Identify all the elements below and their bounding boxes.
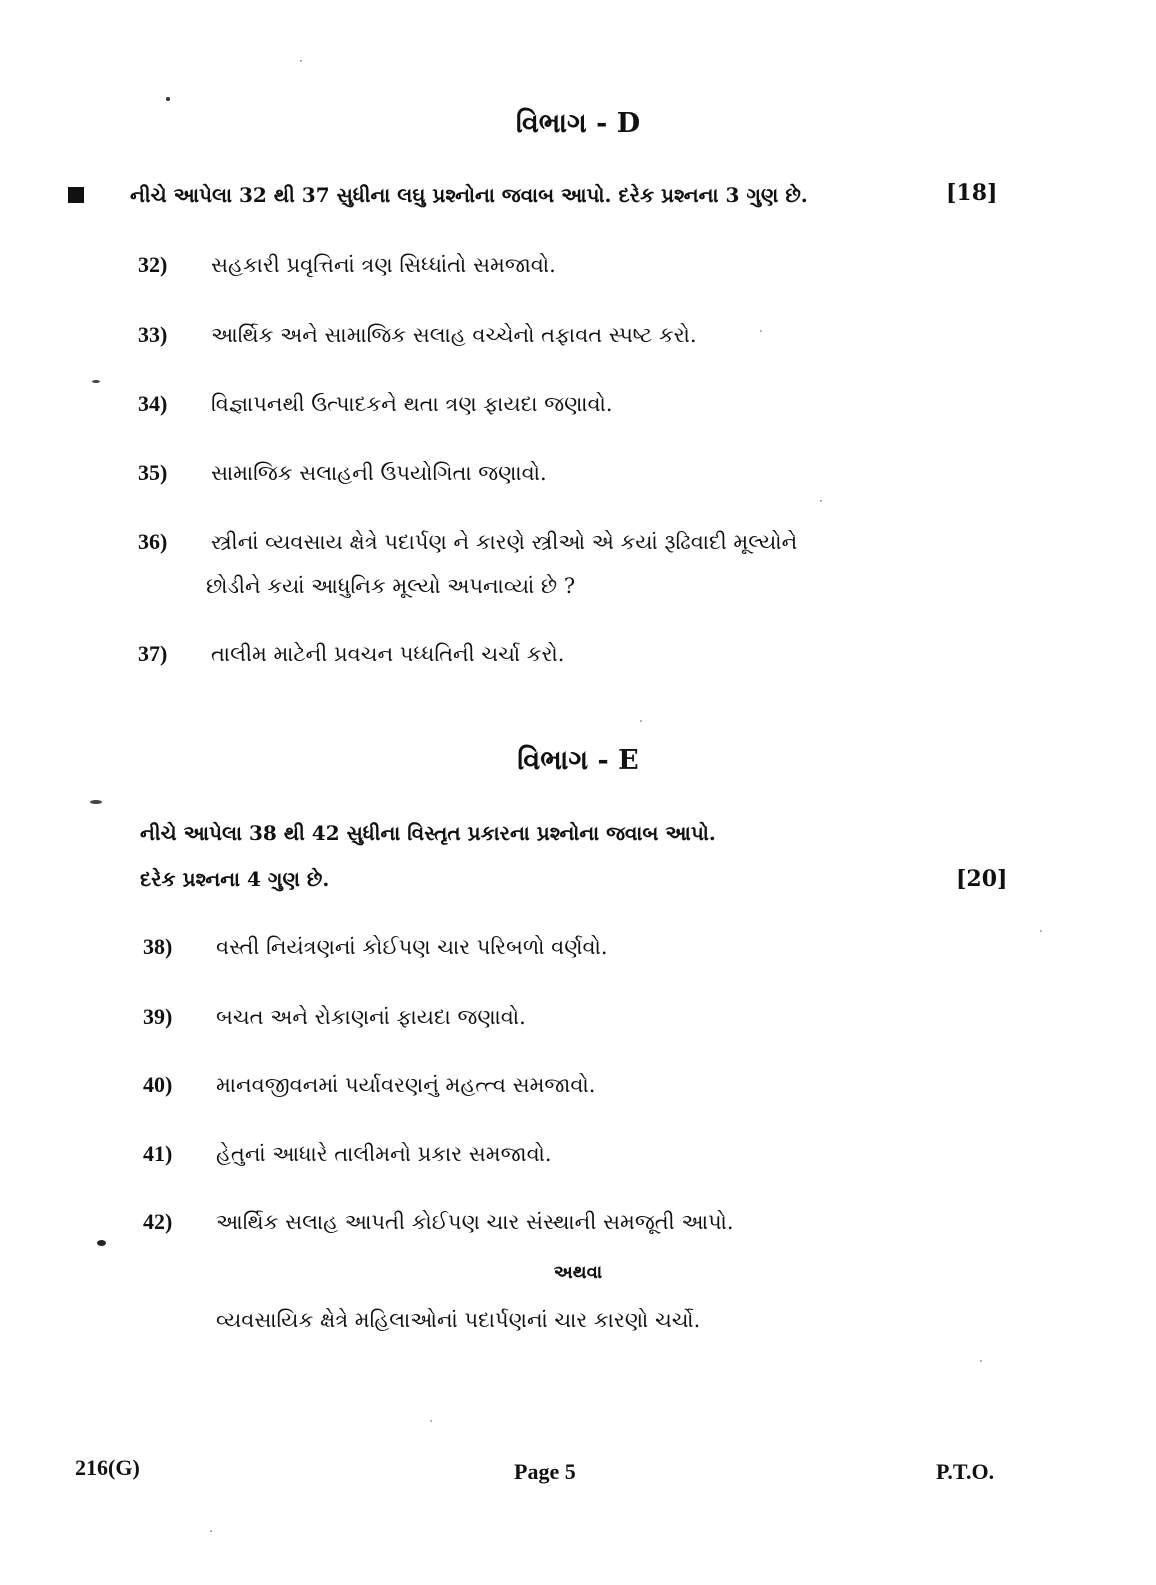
scan-speck	[97, 1240, 106, 1246]
scan-speck	[430, 1420, 432, 1422]
please-turn-over: P.T.O.	[936, 1459, 995, 1484]
question-39	[143, 995, 1043, 1039]
question-number: 39)	[143, 1004, 173, 1029]
question-40	[143, 1063, 1043, 1107]
section-d-instruction: નીચે આપેલા 32 થી 37 સુધીના લઘુ પ્રશ્નોના જવાબ આપો. દરેક પ્રશ્નના 3 ગુણ છે.	[130, 183, 808, 207]
scan-speck	[300, 60, 302, 62]
scan-speck	[820, 500, 822, 502]
scan-speck	[980, 1360, 982, 1362]
question-text: સ્ત્રીનાં વ્યવસાય ક્ષેત્રે પદાર્પણ ને કારણે સ્ત્રીઓ એ કયાં રૂઢિવાદી મૂલ્યોને	[211, 530, 798, 554]
question-number: 40)	[143, 1072, 173, 1097]
section-d-marks: [18]	[946, 180, 998, 206]
question-text: વસ્તી નિયંત્રણનાં કોઈપણ ચાર પરિબળો વર્ણવો.	[216, 935, 608, 959]
section-e-marks: [20]	[956, 866, 1008, 892]
scan-speck	[640, 720, 642, 722]
question-number: 33)	[138, 322, 168, 347]
bullet-square-icon	[68, 187, 84, 203]
question-35	[138, 451, 1038, 495]
question-text: હેતુનાં આધારે તાલીમનો પ્રકાર સમજાવો.	[216, 1142, 552, 1166]
scan-speck	[210, 1530, 212, 1532]
question-number: 32)	[138, 252, 168, 277]
question-text: સામાજિક સલાહની ઉપયોગિતા જણાવો.	[211, 461, 547, 485]
section-e-instruction-line1: નીચે આપેલા 38 થી 42 સુધીના વિસ્તૃત પ્રકારના પ્રશ્નોના જવાબ આપો.	[140, 821, 716, 845]
question-number: 34)	[138, 391, 168, 416]
question-number: 35)	[138, 460, 168, 485]
scan-speck	[92, 380, 100, 383]
question-text: વિજ્ઞાપનથી ઉત્પાદકને થતા ત્રણ ફાયદા જણાવો.	[211, 392, 613, 416]
question-37	[138, 632, 1038, 676]
page-number: Page 5	[514, 1459, 576, 1484]
question-number: 36)	[138, 529, 168, 554]
scan-speck	[90, 800, 102, 804]
section-e-instruction-line2: દરેક પ્રશ્નના 4 ગુણ છે.	[140, 867, 330, 891]
question-41	[143, 1132, 1043, 1176]
section-e-heading: વિભાગ - E	[517, 745, 639, 776]
question-33	[138, 313, 1038, 357]
question-number: 41)	[143, 1141, 173, 1166]
question-text-continued: છોડીને કયાં આધુનિક મૂલ્યો અપનાવ્યાં છે ?	[206, 574, 576, 598]
question-number: 38)	[143, 934, 173, 959]
question-32	[138, 243, 1038, 287]
question-34	[138, 382, 1038, 426]
question-text: બચત અને રોકાણનાં ફાયદા જણાવો.	[216, 1005, 526, 1029]
alternative-question-text: વ્યવસાયિક ક્ષેત્રે મહિલાઓનાં પદાર્પણનાં ચાર કારણો ચર્ચો.	[216, 1308, 701, 1332]
question-text: તાલીમ માટેની પ્રવચન પધ્ધતિની ચર્ચા કરો.	[211, 642, 565, 666]
question-number: 42)	[143, 1209, 173, 1234]
question-38	[143, 925, 1043, 969]
section-d-heading: વિભાગ - D	[515, 108, 641, 139]
question-text: સહકારી પ્રવૃત્તિનાં ત્રણ સિધ્ધાંતો સમજાવો.	[211, 253, 556, 277]
question-text: માનવજીવનમાં પર્યાવરણનું મહત્ત્વ સમજાવો.	[216, 1073, 596, 1097]
question-number: 37)	[138, 641, 168, 666]
paper-code: 216(G)	[75, 1455, 140, 1480]
question-text: આર્થિક અને સામાજિક સલાહ વચ્ચેનો તફાવત સ્પષ્ટ કરો.	[211, 323, 697, 347]
scan-speck	[166, 97, 170, 101]
or-label: અથવા	[553, 1262, 603, 1283]
question-36	[138, 520, 1038, 608]
question-42	[143, 1200, 1043, 1244]
question-text: આર્થિક સલાહ આપતી કોઈપણ ચાર સંસ્થાની સમજૂતી આપો.	[216, 1210, 734, 1234]
